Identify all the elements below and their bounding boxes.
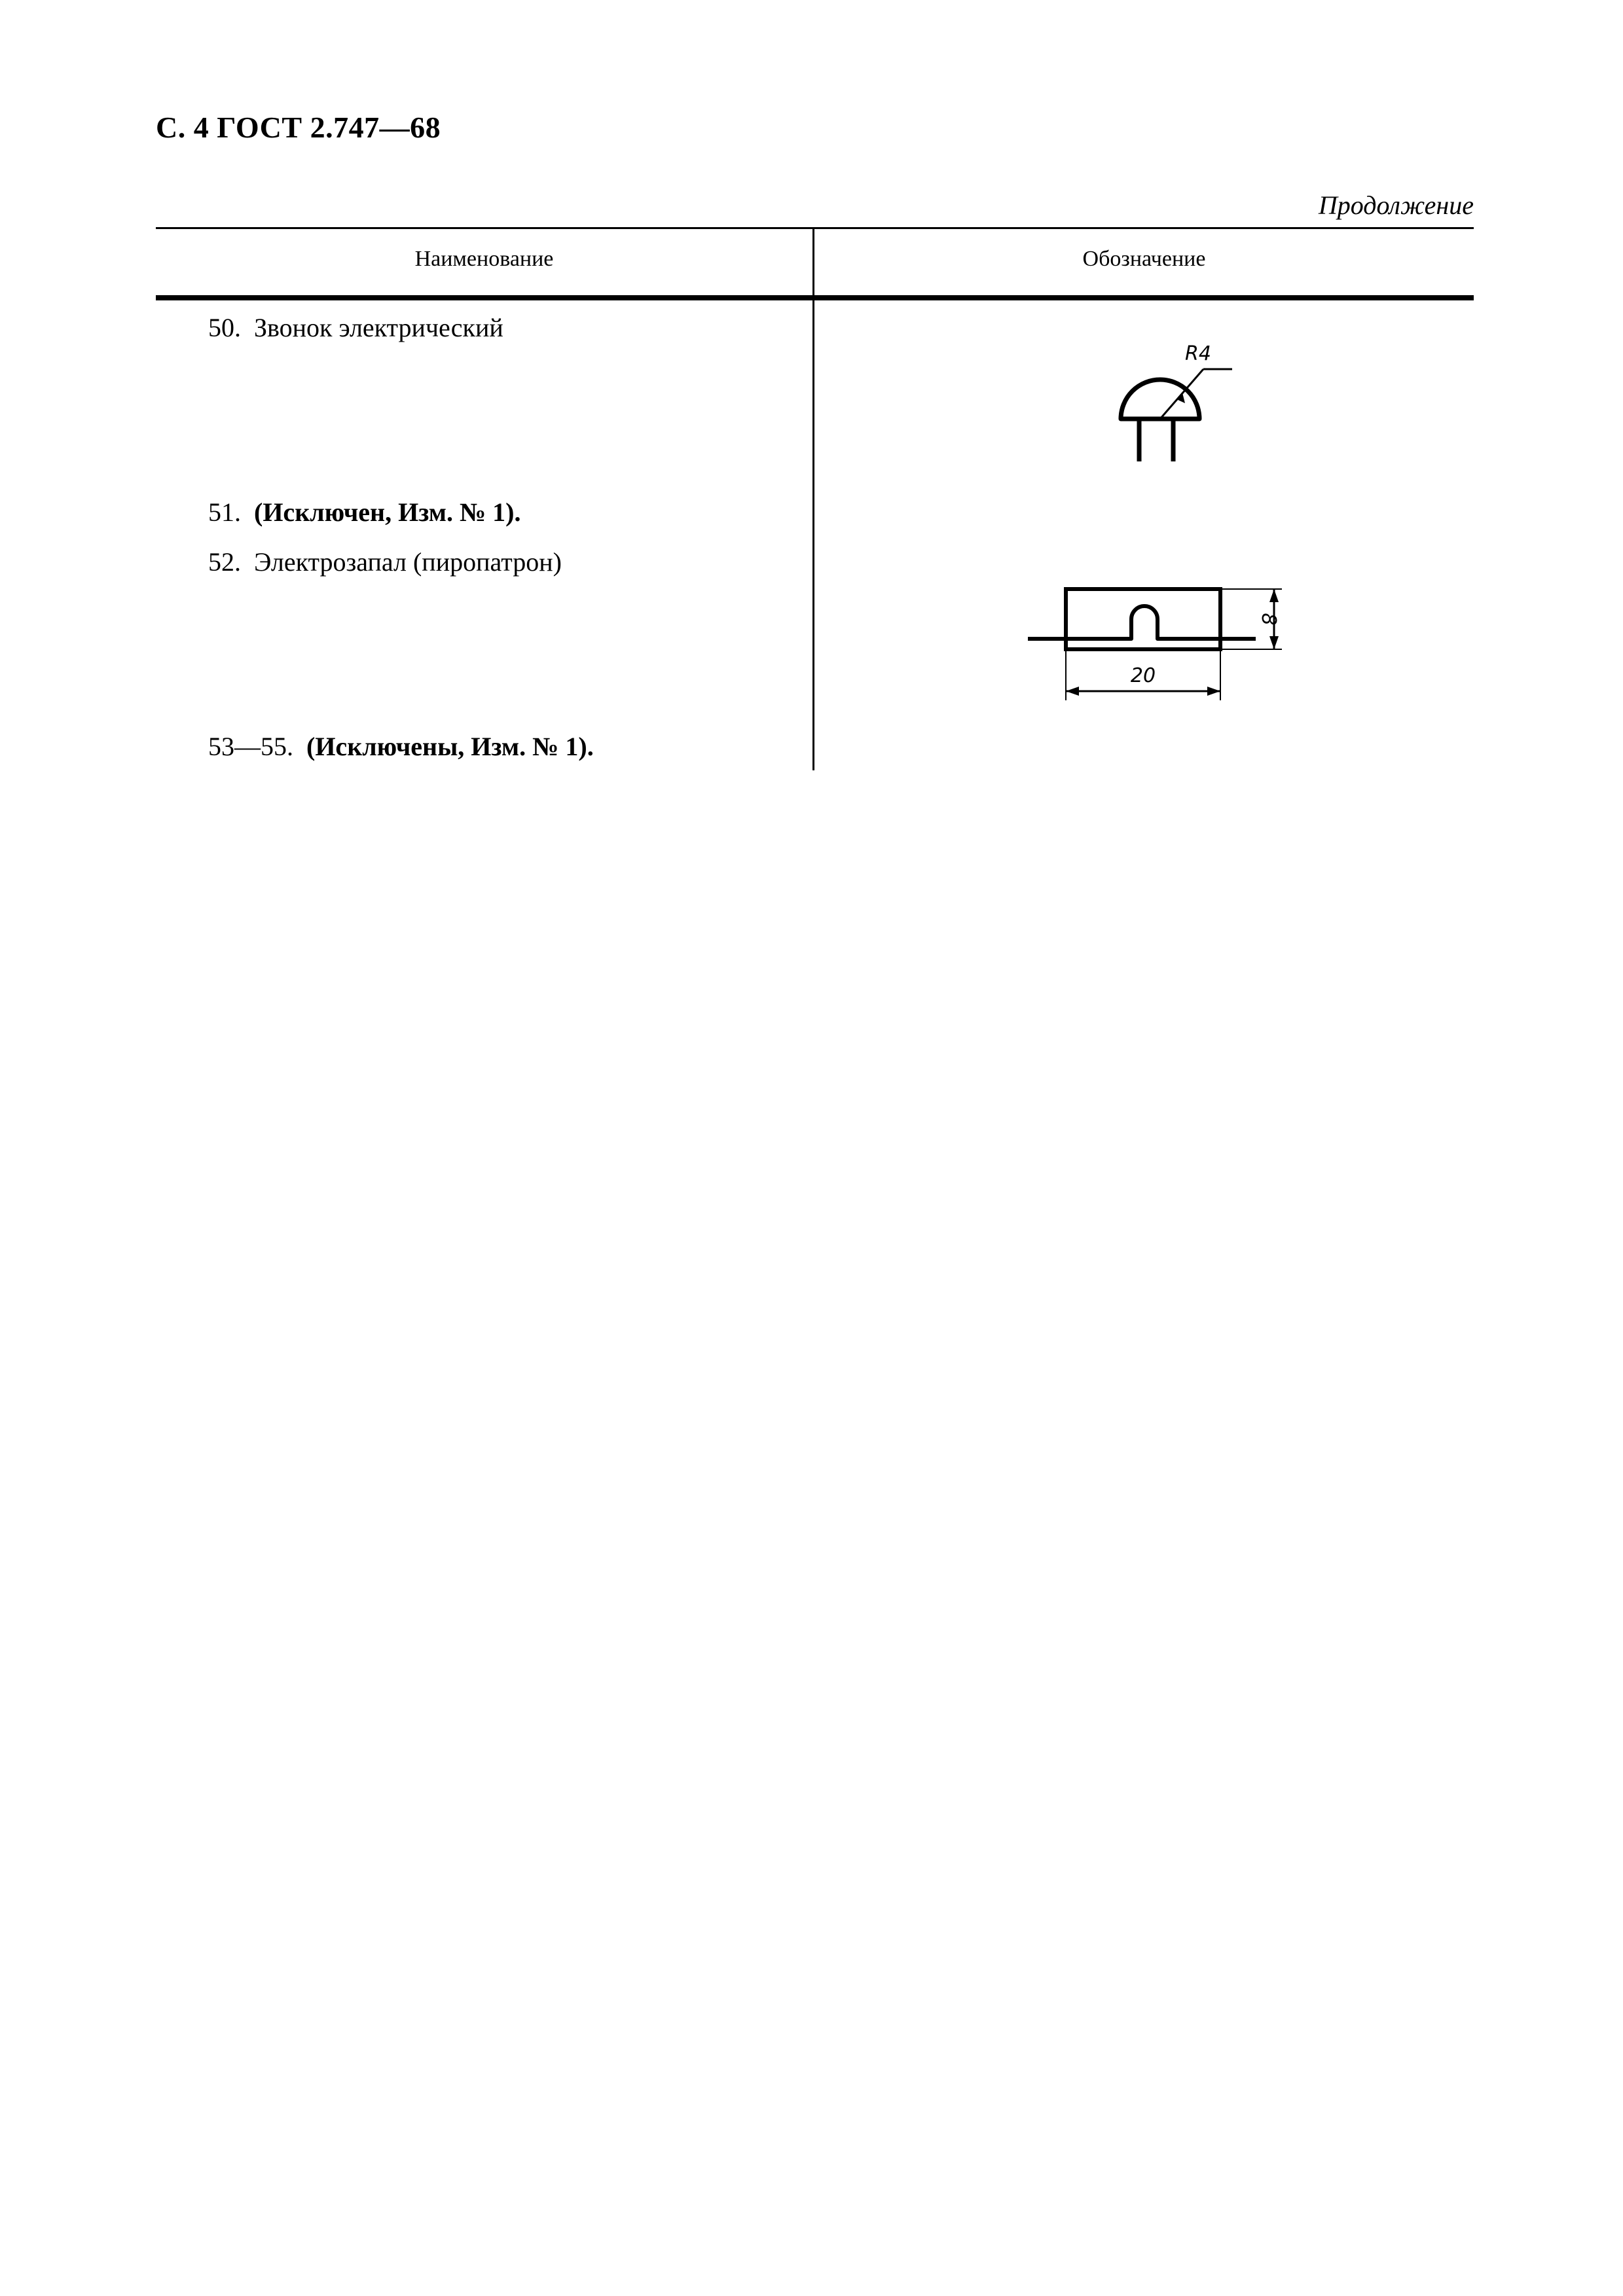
row-number: 53—55. bbox=[208, 732, 293, 761]
column-divider bbox=[812, 227, 814, 770]
page-title: С. 4 ГОСТ 2.747—68 bbox=[156, 111, 441, 144]
radius-label: R4 bbox=[1185, 342, 1211, 365]
electric-fuse-icon bbox=[1021, 576, 1309, 707]
row-name: Электрозапал (пиропатрон) bbox=[254, 547, 562, 577]
height-label: 8 bbox=[1257, 613, 1280, 626]
column-header-name: Наименование bbox=[414, 247, 554, 271]
column-header-symbol: Обозначение bbox=[1082, 247, 1206, 271]
row-name: Звонок электрический bbox=[254, 313, 503, 342]
row-number: 52. bbox=[208, 547, 241, 577]
row-number: 50. bbox=[208, 313, 241, 342]
bell-dome bbox=[1121, 380, 1199, 419]
continuation-label: Продолжение bbox=[1318, 190, 1474, 220]
table-top-rule bbox=[156, 227, 1474, 229]
table-row bbox=[208, 312, 503, 343]
table-row bbox=[208, 547, 562, 577]
width-arrow-left bbox=[1066, 687, 1079, 696]
row-name: (Исключен, Изм. № 1). bbox=[254, 497, 521, 527]
row-number: 51. bbox=[208, 497, 241, 527]
row-name: (Исключены, Изм. № 1). bbox=[306, 732, 594, 761]
height-arrow-top bbox=[1269, 589, 1279, 602]
table-row bbox=[208, 731, 594, 762]
height-arrow-bottom bbox=[1269, 636, 1279, 649]
width-label: 20 bbox=[1130, 664, 1156, 687]
electric-bell-icon bbox=[1087, 327, 1257, 471]
table-row bbox=[208, 497, 520, 528]
width-arrow-right bbox=[1207, 687, 1220, 696]
table-header-rule bbox=[156, 295, 1474, 300]
